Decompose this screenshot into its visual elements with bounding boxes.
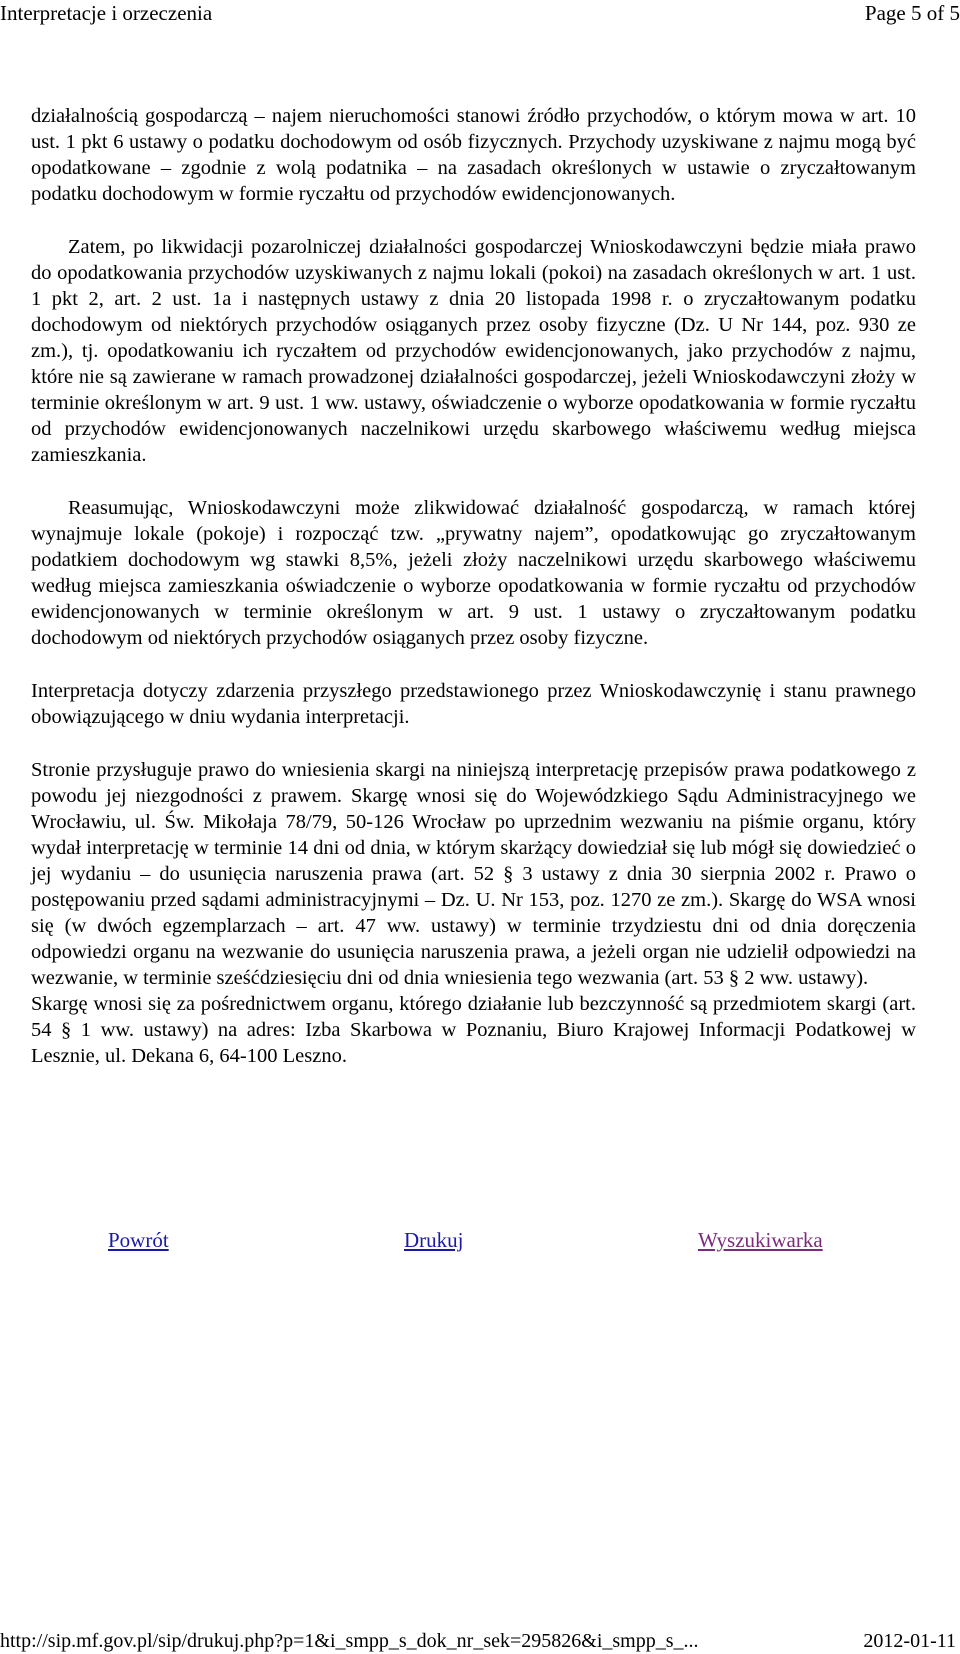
paragraph-1: działalnością gospodarczą – najem nieruchomości stanowi źródło przychodów, o którym mowa w art. 10 ust. 1 pkt 6 ustawy o podatku dochodowym od osób fizycznych. Przychody uzyskiwane z najmu mogą być opodatkowane – zgodnie z wolą podatnika – na zasadach określonych w ustawie o zryczałtowanym podatku dochodowym w formie ryczałtu od przychodów ewidencjonowanych. [31,105,916,205]
document-body [31,103,916,1069]
back-link[interactable]: Powrót [108,1228,169,1252]
page-header [0,0,960,26]
footer-url: http://sip.mf.gov.pl/sip/drukuj.php?p=1&i_smpp_s_dok_nr_sek=295826&i_smpp_s_... [0,1630,699,1652]
paragraph-2: Zatem, po likwidacji pozarolniczej działalności gospodarczej Wnioskodawczyni będzie miała prawo do opodatkowania przychodów uzyskiwanych z najmu lokali (pokoi) na zasadach określonych w art. 1 ust. 1 pkt 2, art. 2 ust. 1a i następnych ustawy z dnia 20 listopada 1998 r. o zryczałtowanym podatku dochodowym od niektórych przychodów osiąganych przez osoby fizyczne (Dz. U Nr 144, poz. 930 ze zm.), tj. opodatkowaniu ich ryczałtem od przychodów ewidencjonowanych, jako przychodów z najmu, które nie są zawierane w ramach prowadzonej działalności gospodarczej, jeżeli Wnioskodawczyni złoży w terminie określonym w art. 9 ust. 1 ww. ustawy, oświadczenie o wyborze opodatkowania w formie ryczałtu od przychodów ewidencjonowanych naczelnikowi urzędu skarbowego właściwemu według miejsca zamieszkania. [31,236,916,466]
page-footer [0,1629,960,1654]
navigation-links [0,1226,960,1254]
print-link[interactable]: Drukuj [404,1228,464,1252]
search-link[interactable]: Wyszukiwarka [698,1228,823,1252]
paragraph-4: Interpretacja dotyczy zdarzenia przyszłego przedstawionego przez Wnioskodawczynię i stanu prawnego obowiązującego w dniu wydania interpretacji. [31,680,916,728]
footer-date: 2012-01-11 [863,1630,956,1652]
paragraph-3: Reasumując, Wnioskodawczyni może zlikwidować działalność gospodarczą, w ramach której wynajmuje lokale (pokoje) i rozpocząć tzw. „prywatny najem”, opodatkowując go zryczałtowanym podatkiem dochodowym wg stawki 8,5%, jeżeli złoży naczelnikowi urzędu skarbowego właściwemu według miejsca zamieszkania oświadczenie o wyborze opodatkowania w formie ryczałtu od przychodów ewidencjonowanych w terminie określonym w art. 9 ust. 1 ustawy o zryczałtowanym podatku dochodowym od niektórych przychodów osiąganych przez osoby fizyczne. [31,497,916,649]
paragraph-6: Skargę wnosi się za pośrednictwem organu, którego działanie lub bezczynność są przedmiotem skargi (art. 54 § 1 ww. ustawy) na adres: Izba Skarbowa w Poznaniu, Biuro Krajowej Informacji Podatkowej w Lesznie, ul. Dekana 6, 64-100 Leszno. [31,993,916,1067]
page-number: Page 5 of 5 [864,1,960,25]
document-title: Interpretacje i orzeczenia [0,1,213,25]
paragraph-5: Stronie przysługuje prawo do wniesienia skargi na niniejszą interpretację przepisów prawa podatkowego z powodu jej niezgodności z prawem. Skargę wnosi się do Wojewódzkiego Sądu Administracyjnego we Wrocławiu, ul. Św. Mikołaja 78/79, 50-126 Wrocław po uprzednim wezwaniu na piśmie organu, który wydał interpretację w terminie 14 dni od dnia, w którym skarżący dowiedział się lub mógł się dowiedzieć o jej wydaniu – do usunięcia naruszenia prawa (art. 52 § 3 ustawy z dnia 30 sierpnia 2002 r. Prawo o postępowaniu przed sądami administracyjnymi – Dz. U. Nr 153, poz. 1270 ze zm.). Skargę do WSA wnosi się (w dwóch egzemplarzach – art. 47 ww. ustawy) w terminie trzydziestu dni od dnia doręczenia odpowiedzi organu na wezwanie do usunięcia naruszenia prawa, a jeżeli organ nie udzielił odpowiedzi na wezwanie, w terminie sześćdziesięciu dni od dnia wniesienia tego wezwania (art. 53 § 2 ww. ustawy). [31,759,916,989]
